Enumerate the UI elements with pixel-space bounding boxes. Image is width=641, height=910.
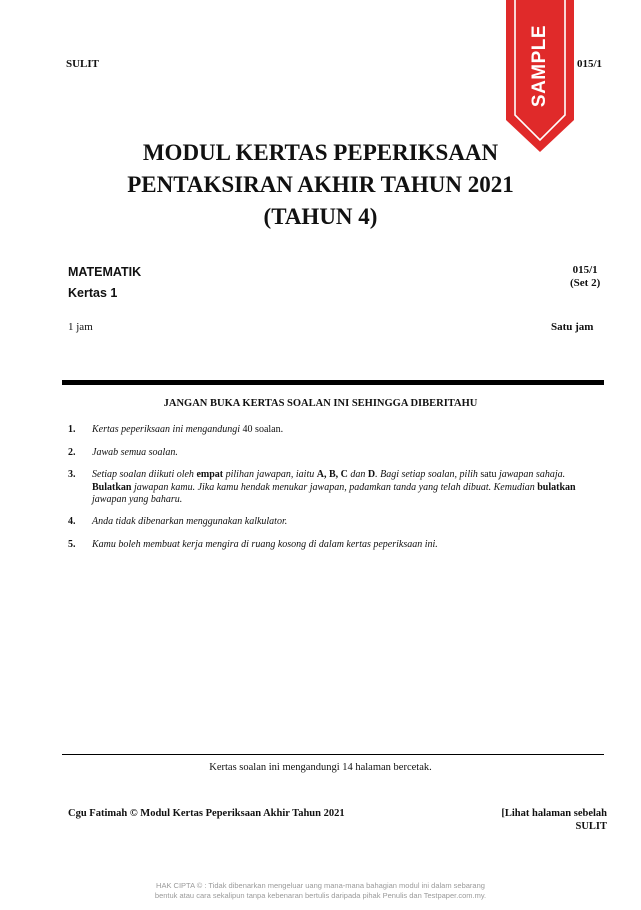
thick-divider [62,380,604,385]
header-code: 015/1 [577,58,603,70]
instruction-text: Kertas peperiksaan ini mengandungi 40 soalan. [92,424,284,435]
instruction-text: Jawab semua soalan. [92,447,178,458]
header-sulit: SULIT [66,58,100,70]
title-line-2: PENTAKSIRAN AKHIR TAHUN 2021 [127,172,514,197]
paper-number: Kertas 1 [68,286,118,300]
instruction-item [68,424,598,437]
footer-author: Cgu Fatimah © Modul Kertas Peperiksaan Akhir Tahun 2021 [68,808,345,819]
instruction-number: 5. [68,539,76,550]
warning-heading: JANGAN BUKA KERTAS SOALAN INI SEHINGGA DIBERITAHU [163,398,478,409]
instruction-item [68,469,598,507]
thin-divider [62,754,604,755]
paper-set: (Set 2) [570,277,601,289]
instruction-text: Anda tidak dibenarkan menggunakan kalkulator. [92,516,288,527]
copyright-line-2: bentuk atau cara sekalipun tanpa kebenaran bertulis daripada pihak Penulis dan Testpaper.com.my. [154,891,487,900]
ribbon-label: SAMPLE [529,24,550,108]
footer-sulit: SULIT [575,820,607,832]
instruction-number: 2. [68,447,76,458]
paper-code-block [570,264,600,290]
instruction-number: 4. [68,516,76,527]
instruction-item [68,539,598,552]
title-line-1: MODUL KERTAS PEPERIKSAAN [142,140,499,165]
instruction-text: Kamu boleh membuat kerja mengira di ruang kosong di dalam kertas peperiksaan ini. [92,539,438,550]
copyright-notice [0,881,641,901]
footer-next-label: [Lihat halaman sebelah [501,808,607,819]
footer-next-page [500,808,607,833]
instruction-number: 3. [68,469,76,480]
instruction-item [68,516,598,529]
instruction-number: 1. [68,424,76,435]
copyright-line-1: HAK CIPTA © : Tidak dibenarkan mengeluar uang mana-mana bahagian modul ini dalam sebarang [156,881,485,890]
page-count-note: Kertas soalan ini mengandungi 14 halaman bercetak. [209,762,432,773]
instruction-item [68,447,598,460]
duration-words: Satu jam [551,321,594,333]
subject-name: MATEMATIK [68,265,142,279]
duration-numeric: 1 jam [68,321,93,333]
instruction-text: Setiap soalan diikuti oleh empat pilihan jawapan, iaitu A, B, C dan D. Bagi setiap soalan, pilih satu jawapan sahaja. Bulatkan jawapan kamu. Jika kamu hendak menukar jawapan, padamkan tanda yang telah dibuat. Kemudian bulatkan jawapan yang baharu. [92,469,576,505]
title-line-3: (TAHUN 4) [263,204,378,229]
paper-code: 015/1 [572,264,598,276]
